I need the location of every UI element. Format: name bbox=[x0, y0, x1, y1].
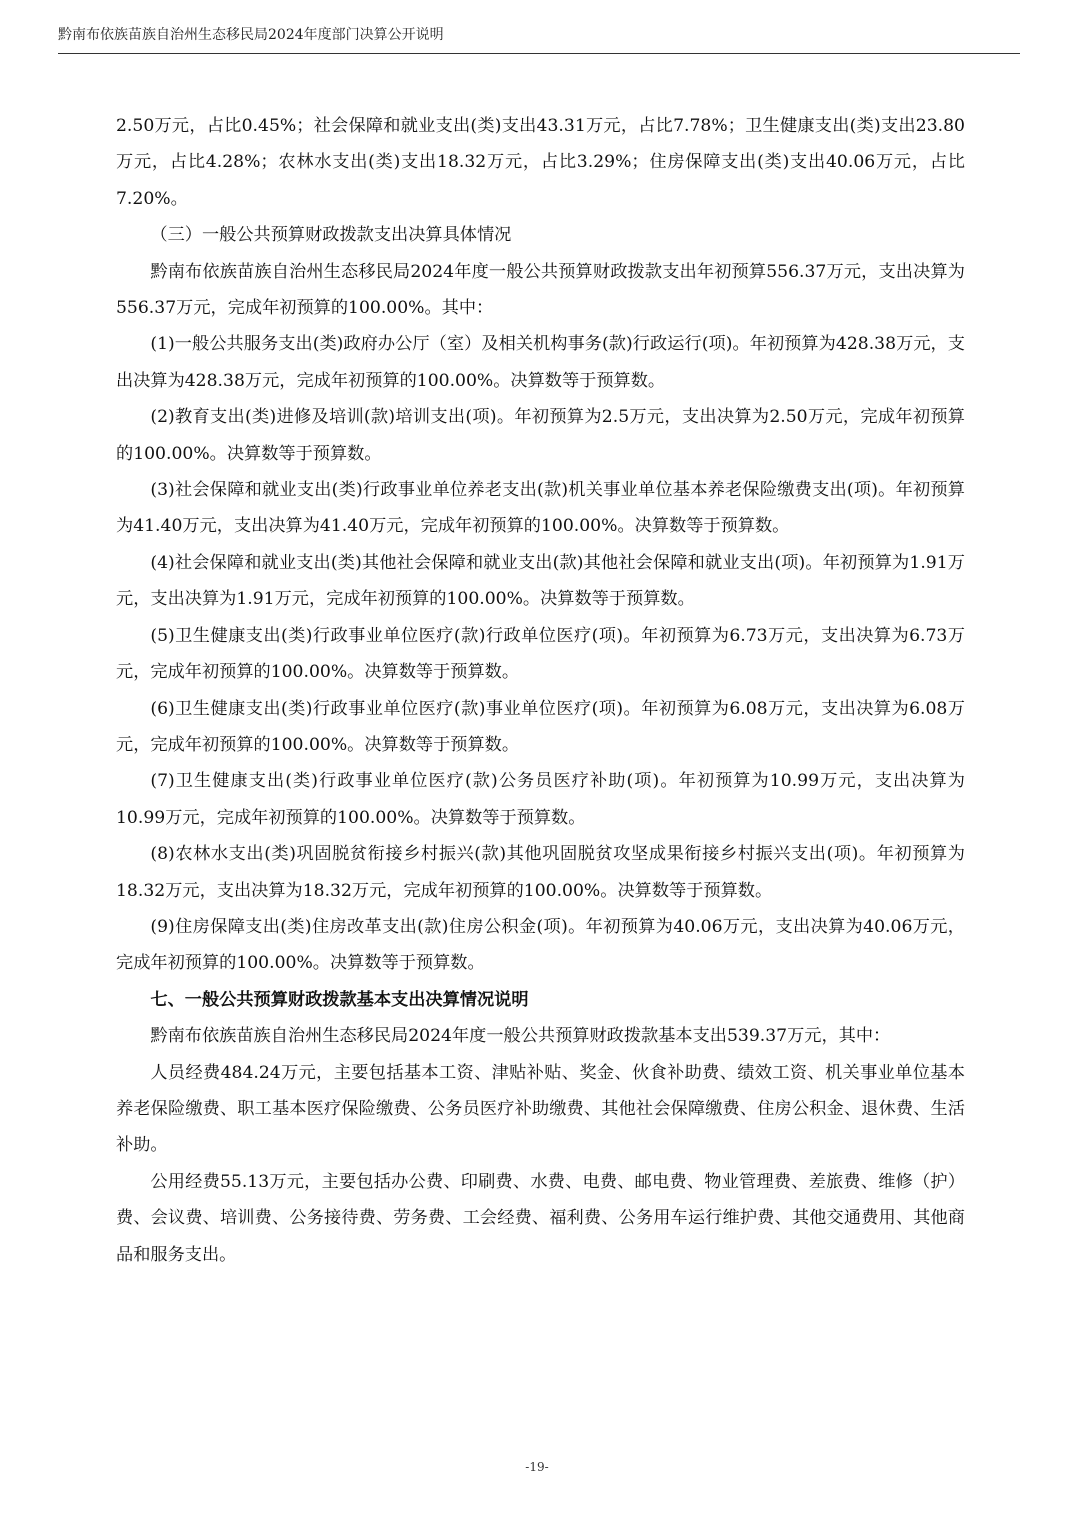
document-body bbox=[116, 108, 965, 1273]
expenditure-item-8: (8)农林水支出(类)巩固脱贫衔接乡村振兴(款)其他巩固脱贫攻坚成果衔接乡村振兴支出(项)。年初预算为18.32万元，支出决算为18.32万元，完成年初预算的100.00%。决算数等于预算数。 bbox=[116, 844, 965, 901]
expenditure-item-3: (3)社会保障和就业支出(类)行政事业单位养老支出(款)机关事业单位基本养老保险缴费支出(项)。年初预算为41.40万元，支出决算为41.40万元，完成年初预算的100.00%。决算数等于预算数。 bbox=[116, 480, 965, 537]
expenditure-item-7: (7)卫生健康支出(类)行政事业单位医疗(款)公务员医疗补助(项)。年初预算为10.99万元，支出决算为10.99万元，完成年初预算的100.00%。决算数等于预算数。 bbox=[116, 771, 965, 828]
page-header: 黔南布依族苗族自治州生态移民局2024年度部门决算公开说明 bbox=[58, 27, 444, 43]
expenditure-item-6: (6)卫生健康支出(类)行政事业单位医疗(款)事业单位医疗(项)。年初预算为6.08万元，支出决算为6.08万元，完成年初预算的100.00%。决算数等于预算数。 bbox=[116, 698, 965, 755]
expenditure-item-9: (9)住房保障支出(类)住房改革支出(款)住房公积金(项)。年初预算为40.06万元，支出决算为40.06万元，完成年初预算的100.00%。决算数等于预算数。 bbox=[116, 916, 965, 974]
expenditure-item-1: (1)一般公共服务支出(类)政府办公厅（室）及相关机构事务(款)行政运行(项)。年初预算为428.38万元，支出决算为428.38万元，完成年初预算的100.00%。决算数等于预算数。 bbox=[116, 334, 965, 391]
section-7-intro: 黔南布依族苗族自治州生态移民局2024年度一般公共预算财政拨款基本支出539.37万元，其中： bbox=[150, 1026, 891, 1047]
subsection-3-title: （三）一般公共预算财政拨款支出决算具体情况 bbox=[150, 225, 512, 246]
expenditure-item-5: (5)卫生健康支出(类)行政事业单位医疗(款)行政单位医疗(项)。年初预算为6.73万元，支出决算为6.73万元，完成年初预算的100.00%。决算数等于预算数。 bbox=[116, 625, 965, 683]
expenditure-item-4: (4)社会保障和就业支出(类)其他社会保障和就业支出(款)其他社会保障和就业支出(项)。年初预算为1.91万元，支出决算为1.91万元，完成年初预算的100.00%。决算数等于预算数。 bbox=[116, 552, 965, 610]
public-expense-paragraph: 公用经费55.13万元，主要包括办公费、印刷费、水费、电费、邮电费、物业管理费、差旅费、维修（护）费、会议费、培训费、公务接待费、劳务费、工会经费、福利费、公务用车运行维护费、其他交通费用、其他商品和服务支出。 bbox=[116, 1171, 965, 1265]
page-number: -19- bbox=[525, 1460, 549, 1474]
expenditure-item-2: (2)教育支出(类)进修及培训(款)培训支出(项)。年初预算为2.5万元，支出决算为2.50万元，完成年初预算的100.00%。决算数等于预算数。 bbox=[116, 407, 965, 464]
intro-paragraph: 2.50万元，占比0.45%；社会保障和就业支出(类)支出43.31万元，占比7.78%；卫生健康支出(类)支出23.80万元，占比4.28%；农林水支出(类)支出18.32万元，占比3.29%；住房保障支出(类)支出40.06万元，占比7.20%。 bbox=[116, 116, 965, 209]
subsection-3-intro: 黔南布依族苗族自治州生态移民局2024年度一般公共预算财政拨款支出年初预算556.37万元，支出决算为556.37万元，完成年初预算的100.00%。其中： bbox=[116, 261, 965, 319]
personnel-expense-paragraph: 人员经费484.24万元，主要包括基本工资、津贴补贴、奖金、伙食补助费、绩效工资、机关事业单位基本养老保险缴费、职工基本医疗保险缴费、公务员医疗补助缴费、其他社会保障缴费、住房公积金、退休费、生活补助。 bbox=[116, 1062, 965, 1156]
header-divider bbox=[58, 53, 1020, 54]
section-7-title: 七、一般公共预算财政拨款基本支出决算情况说明 bbox=[150, 989, 529, 1010]
